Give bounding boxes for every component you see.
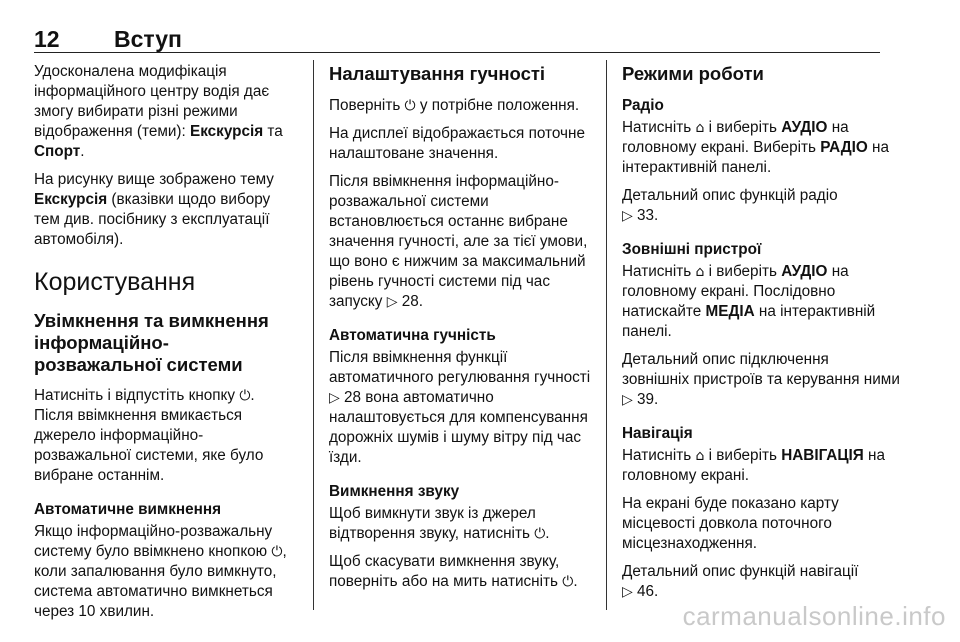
mute-title: Вимкнення звуку bbox=[329, 483, 460, 500]
column-2 bbox=[329, 62, 597, 600]
column-divider-1 bbox=[313, 60, 314, 610]
home-icon: ⌂ bbox=[695, 448, 705, 464]
mute-paragraph: Щоб вимкнути звук із джерел відтворення звуку, натисніть ⏻. bbox=[329, 505, 550, 542]
page-ref-arrow-icon: ▷ bbox=[622, 584, 633, 600]
unmute-paragraph: Щоб скасувати вимкнення звуку, поверніть або на мить натисніть ⏻. bbox=[329, 553, 578, 590]
navigation-more-paragraph: Детальний опис функцій навігації ▷ 46. bbox=[622, 563, 859, 600]
page-ref-arrow-icon: ▷ bbox=[622, 392, 633, 408]
volume-paragraph-2: На дисплеї відображається поточне налаштоване значення. bbox=[329, 125, 585, 162]
auto-off-paragraph: Якщо інформаційно-розважальну систему було ввімкнено кнопкою ⏻, коли запалювання було вимкнуто, система автоматично вимкнеться через 10 хвилин. bbox=[34, 523, 287, 620]
auto-off-title: Автоматичне вимкнення bbox=[34, 501, 222, 518]
external-more-paragraph: Детальний опис підключення зовнішніх пристроїв та керування ними ▷ 39. bbox=[622, 351, 900, 408]
auto-volume-paragraph: Після ввімкнення функції автоматичного регулювання гучності ▷ 28 вона автоматично налаштовується для компенсування дорожніх шумів і шуму вітру під час їзди. bbox=[329, 349, 591, 466]
navigation-paragraph-2: На екрані буде показано карту місцевості довкола поточного місцезнаходження. bbox=[622, 495, 839, 552]
radio-more-paragraph: Детальний опис функцій радіо ▷ 33. bbox=[622, 187, 838, 224]
radio-paragraph: Натисніть ⌂ і виберіть АУДІО на головному екрані. Виберіть РАДІО на інтерактивній панелі. bbox=[622, 119, 889, 176]
section-title: Користування bbox=[34, 268, 196, 296]
volume-title: Налаштування гучності bbox=[329, 63, 546, 84]
auto-volume-title: Автоматична гучність bbox=[329, 327, 496, 344]
column-3 bbox=[622, 62, 900, 610]
external-devices-paragraph: Натисніть ⌂ і виберіть АУДІО на головному екрані. Послідовно натискайте МЕДІА на інтерактивній панелі. bbox=[622, 263, 876, 340]
intro-paragraph-1: Удосконалена модифікація інформаційного центру водія дає змогу вибирати різні режими відображення (теми): Екскурсія та Спорт. bbox=[34, 63, 283, 160]
modes-title: Режими роботи bbox=[622, 63, 764, 84]
navigation-paragraph-1: Натисніть ⌂ і виберіть НАВІГАЦІЯ на головному екрані. bbox=[622, 447, 885, 484]
intro-paragraph-2: На рисунку вище зображено тему Екскурсія (вказівки щодо вибору тем див. посібнику з експлуатації автомобіля). bbox=[34, 171, 274, 248]
column-1 bbox=[34, 62, 296, 630]
watermark: carmanualsonline.info bbox=[682, 601, 946, 631]
power-icon: ⏻ bbox=[404, 98, 416, 114]
page-ref-arrow-icon: ▷ bbox=[329, 390, 340, 406]
power-icon: ⏻ bbox=[534, 526, 546, 542]
home-icon: ⌂ bbox=[695, 264, 705, 280]
power-icon: ⏻ bbox=[562, 574, 574, 590]
page-ref-arrow-icon: ▷ bbox=[386, 294, 398, 310]
navigation-title: Навігація bbox=[622, 425, 693, 442]
radio-title: Радіо bbox=[622, 97, 664, 114]
external-devices-title: Зовнішні пристрої bbox=[622, 241, 762, 258]
chapter-title: Вступ bbox=[114, 26, 182, 52]
power-icon: ⏻ bbox=[239, 388, 251, 404]
column-divider-2 bbox=[606, 60, 607, 610]
onoff-paragraph: Натисніть і відпустіть кнопку ⏻. Після ввімкнення вмикається джерело інформаційно-розважальної системи, яке було вибране останнім. bbox=[34, 387, 264, 484]
volume-paragraph-3: Після ввімкнення інформаційно-розважальної системи встановлюється останнє вибране значення гучності, але за тієї умови, що воно є нижчим за максимальний рівень гучності системи під час запуску ▷ 28. bbox=[329, 173, 588, 310]
page-ref-arrow-icon: ▷ bbox=[622, 208, 633, 224]
home-icon: ⌂ bbox=[695, 120, 705, 136]
subsection-title: Увімкнення та вимкнення інформаційно-розважальної системи bbox=[34, 310, 269, 375]
power-icon: ⏻ bbox=[271, 544, 283, 560]
volume-paragraph-1: Поверніть ⏻ у потрібне положення. bbox=[329, 97, 580, 114]
page-number: 12 bbox=[34, 26, 60, 52]
page-header bbox=[34, 26, 880, 53]
